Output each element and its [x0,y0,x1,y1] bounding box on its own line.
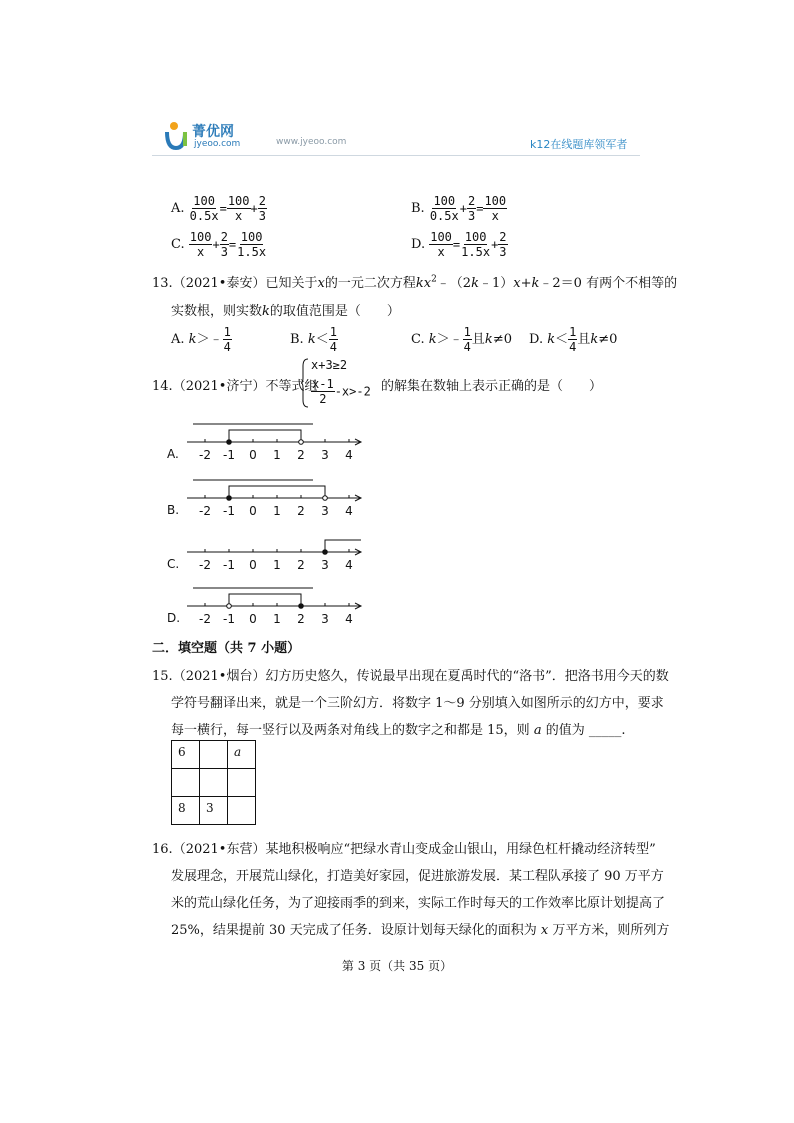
option-label: B. [167,503,180,517]
tick-label: -2 [199,558,211,572]
magic-cell: 6 [172,741,200,769]
header-divider [152,155,640,156]
tick-label: 3 [321,448,329,462]
magic-cell [172,769,200,797]
tick-label: 4 [345,612,353,626]
q16-line-3: 米的荒山绿化任务，为了迎接雨季的到来，实际工作时每天的工作效率比原计划提高了 [171,896,666,911]
tick-label: 0 [249,448,257,462]
tick-label: 4 [345,504,353,518]
tick-label: -2 [199,504,211,518]
open-point [323,496,328,501]
tick-label: 2 [297,558,305,572]
q14-number-line-d [165,582,375,632]
option-label: C. [167,557,180,571]
option-label: A. [167,447,179,461]
closed-point [323,550,328,555]
tick-label: 0 [249,504,257,518]
tick-label: 3 [321,504,329,518]
q14-inequality-2: $\frac{x-1}{2}$ -x>-2 [312,377,371,406]
magic-cell: 3 [200,797,228,825]
q15-line-3: 每一横行，每一竖行以及两条对角线上的数字之和都是 15，则 a 的值为 _____. [171,723,626,738]
logo-text: 菁优网 [192,124,234,140]
q12-option-c: C. $\frac{100}{x}$ + $\frac{2}{3}$ = $\frac{100}{1.5x}$ [171,230,267,259]
solution-bracket [229,594,301,606]
closed-point [299,604,304,609]
open-point [299,440,304,445]
magic-cell [200,741,228,769]
jyeoo-logo-icon [163,120,189,152]
q16-line-1: 16.（2021•东营）某地积极响应“把绿水青山变成金山银山，用绿色杠杆撬动经济转型” [152,842,656,857]
magic-cell: 8 [172,797,200,825]
q14-number-line-b [165,474,375,524]
tick-label: -2 [199,612,211,626]
solution-ray [325,540,361,552]
q13-option-b: B. k＜ $\frac{1}{4}$ [290,325,337,354]
tick-label: 1 [273,558,281,572]
tick-label: 3 [321,612,329,626]
tick-label: 2 [297,448,305,462]
magic-cell [228,797,256,825]
tick-label: -2 [199,448,211,462]
closed-point [227,496,232,501]
open-point [227,604,232,609]
q16-line-2: 发展理念，开展荒山绿化，打造美好家园，促进旅游发展．某工程队承接了 90 万平方 [171,869,664,884]
header-slogan: k12在线题库领军者 [530,138,628,151]
section-title: 二．填空题（共 7 小题） [152,641,301,656]
tick-label: 1 [273,504,281,518]
option-label: D. [167,611,181,625]
page-footer: 第 3 页（共 35 页） [341,959,453,973]
tick-label: -1 [223,504,235,518]
q14-number-line-c [165,528,375,578]
q15-line-1: 15.（2021•烟台）幻方历史悠久，传说最早出现在夏禹时代的“洛书”．把洛书用今天的数 [152,669,669,684]
q13-line-1: 13.（2021•泰安）已知关于x的一元二次方程$kx^2﹣(2k﹣1)x+k﹣2=0$ 有两个不相等的 [152,274,678,291]
site-url: www.jyeoo.com [276,137,347,147]
q13-option-a: A. k＞﹣ $\frac{1}{4}$ [171,325,231,354]
q13-line-2: 实数根，则实数k的取值范围是（ ） [171,304,400,319]
logo-domain: jyeoo.com [194,139,241,149]
brace-icon [300,358,310,408]
q13-option-c: C. k＞﹣ $\frac{1}{4}$ 且k≠0 [411,325,512,354]
closed-point [227,440,232,445]
tick-label: -1 [223,558,235,572]
q13-option-d: D. k＜ $\frac{1}{4}$ 且k≠0 [529,325,618,354]
magic-cell: a [228,741,256,769]
tick-label: -1 [223,612,235,626]
q15-line-2: 学符号翻译出来，就是一个三阶幻方．将数字 1～9 分别填入如图所示的幻方中，要求 [171,696,664,711]
magic-square [171,740,256,825]
tick-label: 4 [345,448,353,462]
q14-inequality-1: x+3≥2 [311,358,348,372]
tick-label: 1 [273,448,281,462]
tick-label: 4 [345,558,353,572]
magic-cell [228,769,256,797]
q16-line-4: 25%，结果提前 30 天完成了任务．设原计划每天绿化的面积为 x 万平方米，则所列方 [171,923,670,938]
q14-number-line-a [165,418,375,468]
tick-label: 3 [321,558,329,572]
tick-label: 1 [273,612,281,626]
tick-label: 0 [249,612,257,626]
q14-stem-b: 的解集在数轴上表示正确的是（ ） [381,379,603,394]
tick-label: -1 [223,448,235,462]
q12-option-a: A. $\frac{100}{0.5x}$ = $\frac{100}{x}$ + $\frac{2}{3}$ [171,194,266,223]
tick-label: 0 [249,558,257,572]
tick-label: 2 [297,612,305,626]
q12-option-b: B. $\frac{100}{0.5x}$ + $\frac{2}{3}$ = $\frac{100}{x}$ [411,194,507,223]
q12-option-d: D. $\frac{100}{x}$ = $\frac{100}{1.5x}$ + $\frac{2}{3}$ [411,230,507,259]
q14-stem-a: 14.（2021•济宁）不等式组 [152,379,318,394]
magic-cell [200,769,228,797]
solution-bracket [229,430,301,442]
tick-label: 2 [297,504,305,518]
